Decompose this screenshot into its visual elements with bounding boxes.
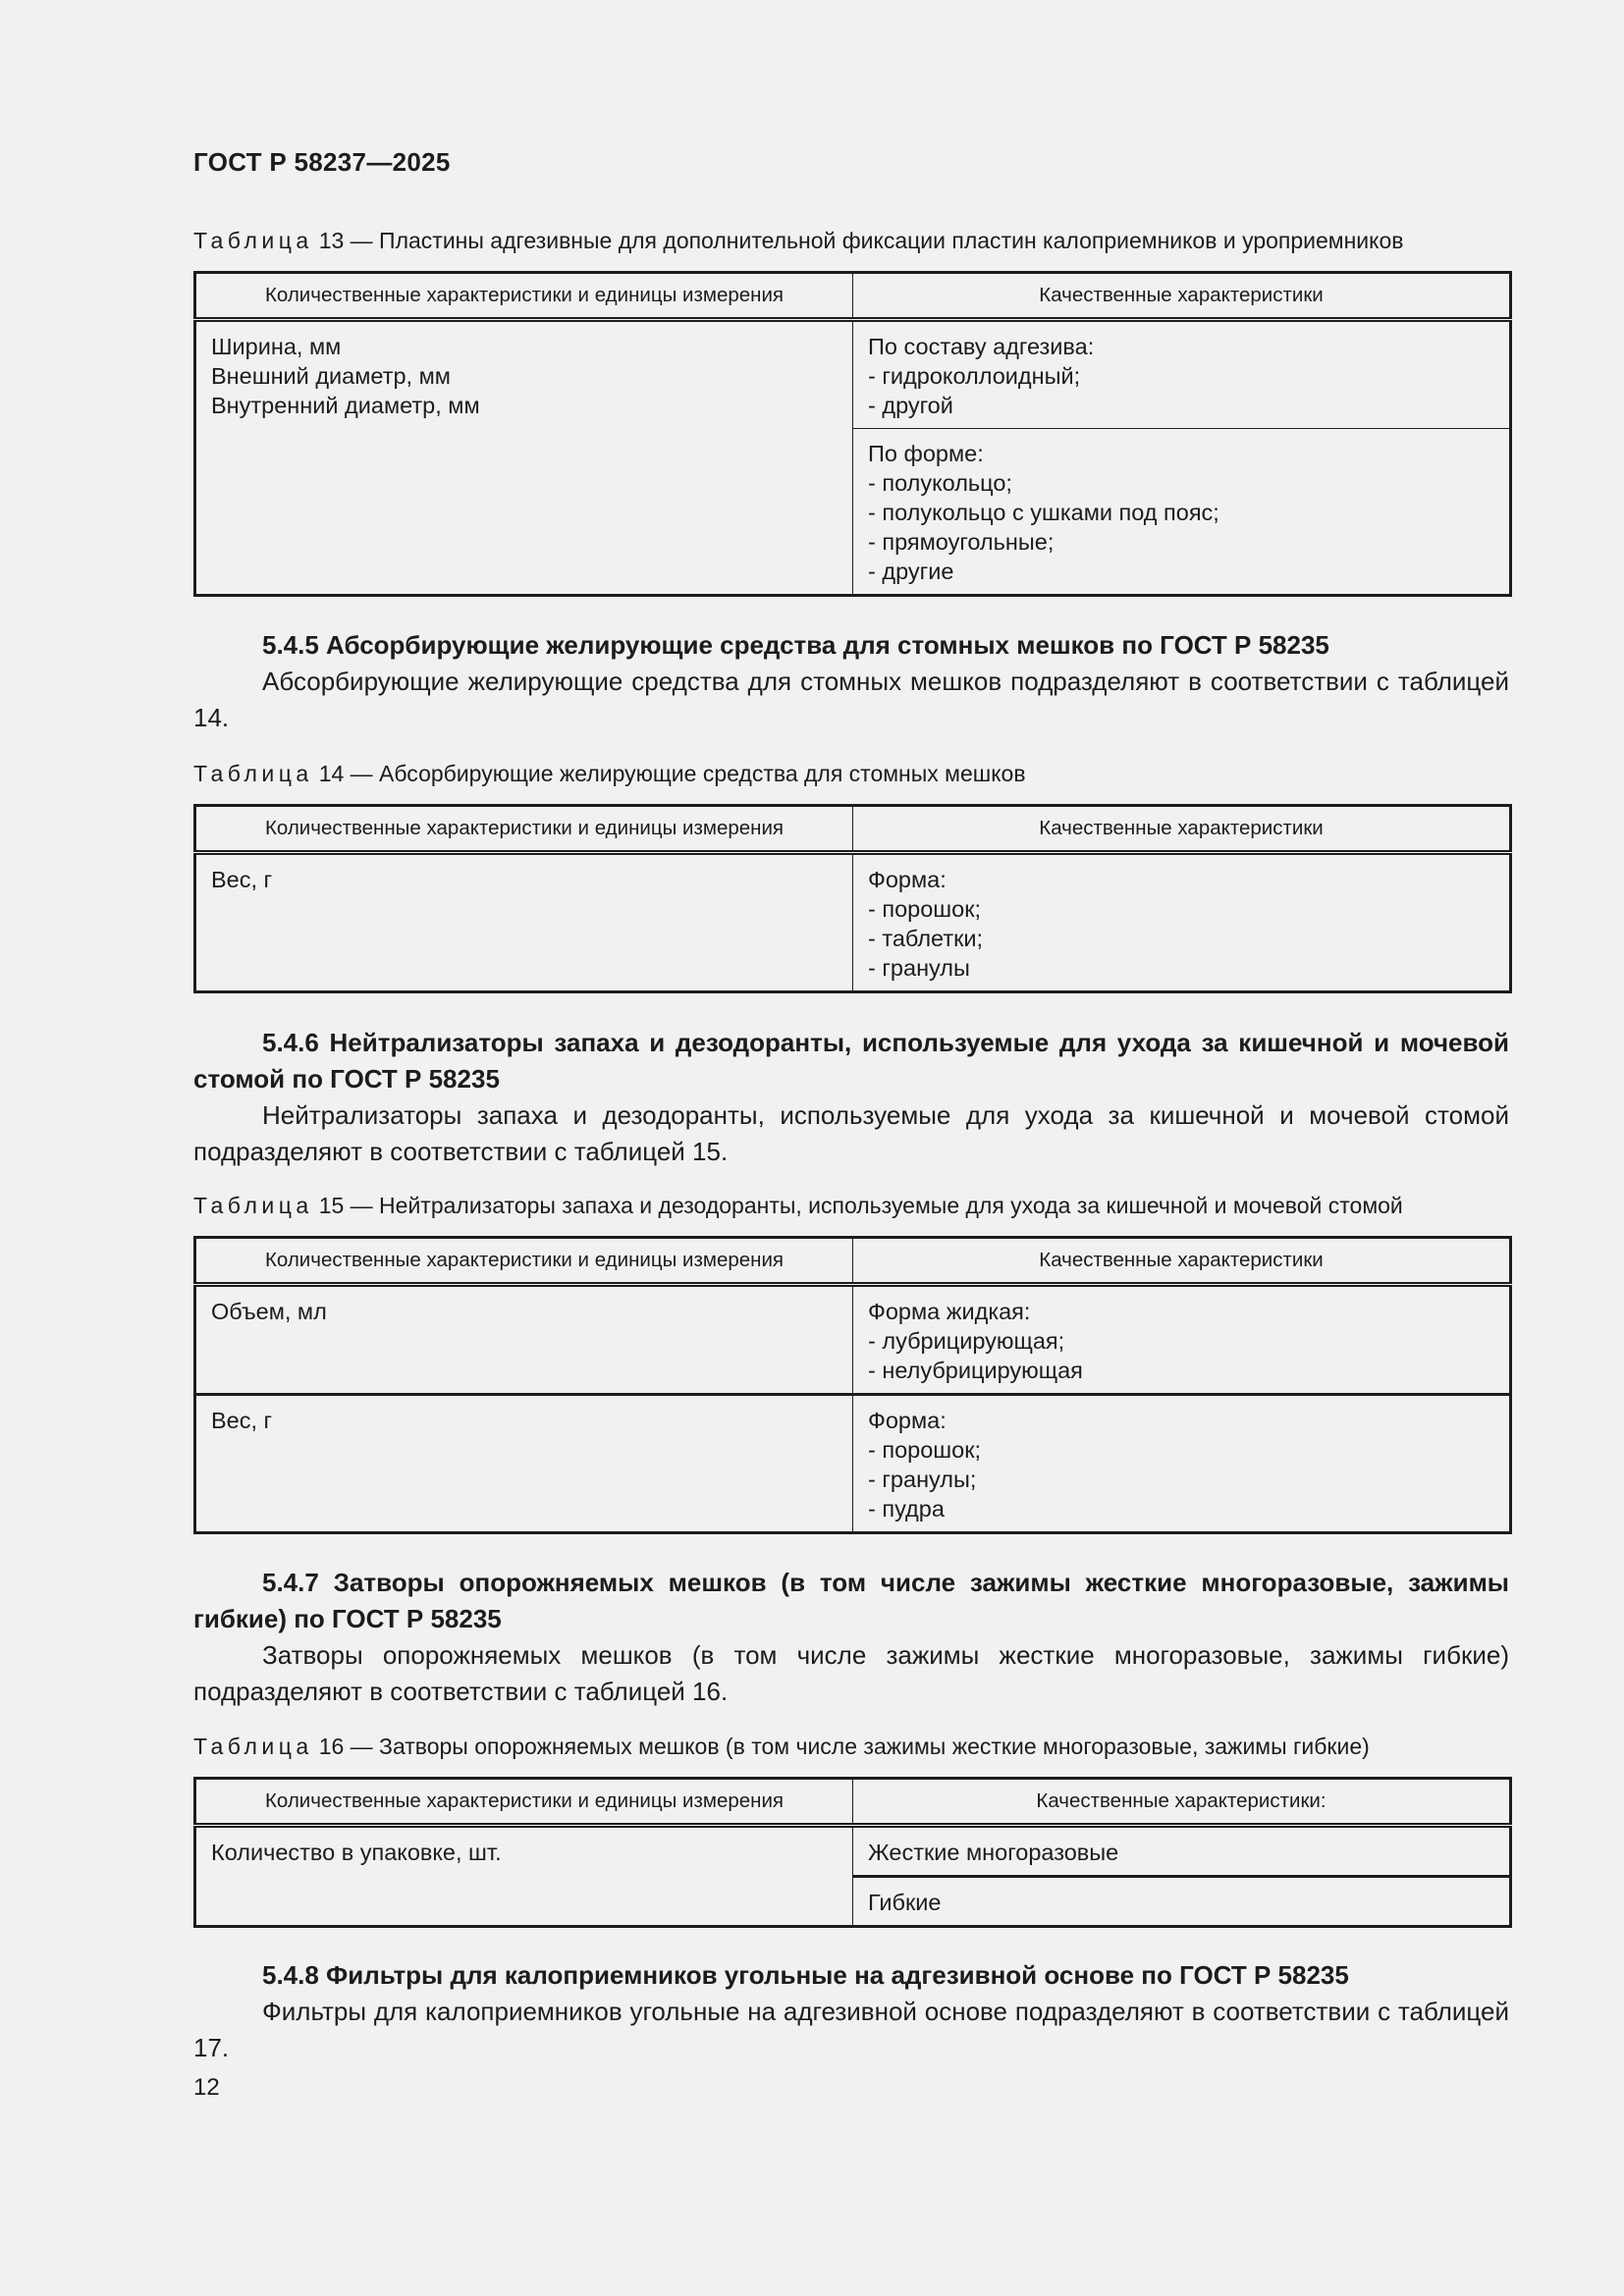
caption-text: 15 — Нейтрализаторы запаха и дезодоранты, используемые для ухода за кишечной и мочевой стомой bbox=[318, 1193, 1403, 1218]
table15-row2-left bbox=[195, 1395, 853, 1533]
table15-row1-left bbox=[195, 1285, 853, 1395]
cell-line: - гидроколлоидный; bbox=[868, 363, 1081, 389]
table16-header-qual: Качественные характеристики: bbox=[853, 1779, 1511, 1826]
cell-line: Внешний диаметр, мм bbox=[211, 363, 451, 389]
caption-text: 14 — Абсорбирующие желирующие средства для стомных мешков bbox=[318, 761, 1026, 786]
page-number: 12 bbox=[193, 2074, 220, 2101]
section-5-4-8-title: 5.4.8 Фильтры для калоприемников угольные на адгезивной основе по ГОСТ Р 58235 bbox=[262, 1960, 1349, 1990]
table13-header-qual: Качественные характеристики bbox=[853, 273, 1511, 320]
cell-line: - нелубрицирующая bbox=[868, 1358, 1083, 1383]
table-14 bbox=[193, 804, 1512, 993]
section-5-4-8-text: Фильтры для калоприемников угольные на адгезивной основе подразделяют в соответствии с таблицей 17. bbox=[193, 1997, 1509, 2062]
table15-header-qual: Качественные характеристики bbox=[853, 1238, 1511, 1285]
table14-header-quant: Количественные характеристики и единицы измерения bbox=[195, 806, 853, 853]
section-5-4-6-title: 5.4.6 Нейтрализаторы запаха и дезодоранты, используемые для ухода за кишечной и мочевой стомой по ГОСТ Р 58235 bbox=[193, 1028, 1509, 1094]
section-5-4-7-title: 5.4.7 Затворы опорожняемых мешков (в том числе зажимы жесткие многоразовые, зажимы гибкие) по ГОСТ Р 58235 bbox=[193, 1568, 1509, 1633]
cell-line: - другие bbox=[868, 559, 954, 584]
caption-text: 13 — Пластины адгезивные для дополнительной фиксации пластин калоприемников и уроприемников bbox=[318, 228, 1404, 253]
table-16 bbox=[193, 1777, 1512, 1928]
cell-line: - таблетки; bbox=[868, 926, 984, 951]
caption-word: Таблица bbox=[193, 761, 313, 786]
caption-text: 16 — Затворы опорожняемых мешков (в том числе зажимы жесткие многоразовые, зажимы гибкие) bbox=[318, 1734, 1370, 1759]
table15-caption bbox=[193, 1193, 1509, 1219]
cell-line: - прямоугольные; bbox=[868, 529, 1055, 555]
cell-line: - полукольцо с ушками под пояс; bbox=[868, 500, 1219, 525]
section-5-4-5-text: Абсорбирующие желирующие средства для стомных мешков подразделяют в соответствии с таблицей 14. bbox=[193, 667, 1509, 732]
table15-header-quant: Количественные характеристики и единицы измерения bbox=[195, 1238, 853, 1285]
table13-header-quant: Количественные характеристики и единицы измерения bbox=[195, 273, 853, 320]
cell-line: Вес, г bbox=[211, 867, 273, 892]
table16-right-cell-2 bbox=[853, 1877, 1511, 1927]
cell-line: Объем, мл bbox=[211, 1299, 327, 1324]
cell-line: По форме: bbox=[868, 441, 984, 466]
cell-line: Жесткие многоразовые bbox=[868, 1840, 1119, 1865]
cell-line: - порошок; bbox=[868, 1437, 982, 1463]
table16-header-quant: Количественные характеристики и единицы измерения bbox=[195, 1779, 853, 1826]
table13-right-cell-1 bbox=[853, 320, 1511, 429]
caption-word: Таблица bbox=[193, 228, 313, 253]
table16-left-cell bbox=[195, 1826, 853, 1927]
table14-header-qual: Качественные характеристики bbox=[853, 806, 1511, 853]
table13-left-cell bbox=[195, 320, 853, 596]
table16-right-cell-1 bbox=[853, 1826, 1511, 1877]
section-5-4-5-title: 5.4.5 Абсорбирующие желирующие средства для стомных мешков по ГОСТ Р 58235 bbox=[262, 630, 1329, 660]
cell-line: - полукольцо; bbox=[868, 470, 1012, 496]
section-5-4-7-text: Затворы опорожняемых мешков (в том числе зажимы жесткие многоразовые, зажимы гибкие) подразделяют в соответствии с таблицей 16. bbox=[193, 1640, 1509, 1706]
table16-caption bbox=[193, 1734, 1509, 1760]
table-15 bbox=[193, 1236, 1512, 1534]
table13-caption bbox=[193, 228, 1509, 254]
section-5-4-6-text: Нейтрализаторы запаха и дезодоранты, используемые для ухода за кишечной и мочевой стомой подразделяют в соответствии с таблицей 15. bbox=[193, 1100, 1509, 1166]
cell-line: Гибкие bbox=[868, 1890, 942, 1915]
cell-line: Форма: bbox=[868, 1408, 947, 1433]
cell-line: Количество в упаковке, шт. bbox=[211, 1840, 502, 1865]
cell-line: - лубрицирующая; bbox=[868, 1328, 1065, 1354]
table14-right-cell bbox=[853, 853, 1511, 992]
cell-line: Ширина, мм bbox=[211, 334, 342, 359]
table14-caption bbox=[193, 761, 1509, 787]
table15-row2-right bbox=[853, 1395, 1511, 1533]
cell-line: - гранулы bbox=[868, 955, 970, 981]
table15-row1-right bbox=[853, 1285, 1511, 1395]
table14-left-cell bbox=[195, 853, 853, 992]
cell-line: - пудра bbox=[868, 1496, 945, 1522]
cell-line: Форма жидкая: bbox=[868, 1299, 1031, 1324]
caption-word: Таблица bbox=[193, 1734, 313, 1759]
cell-line: По составу адгезива: bbox=[868, 334, 1095, 359]
cell-line: - порошок; bbox=[868, 896, 982, 922]
caption-word: Таблица bbox=[193, 1193, 313, 1218]
table-13 bbox=[193, 271, 1512, 597]
cell-line: - гранулы; bbox=[868, 1467, 977, 1492]
cell-line: Вес, г bbox=[211, 1408, 273, 1433]
cell-line: Внутренний диаметр, мм bbox=[211, 393, 480, 418]
cell-line: - другой bbox=[868, 393, 953, 418]
document-header: ГОСТ Р 58237—2025 bbox=[193, 147, 451, 177]
table13-right-cell-2 bbox=[853, 429, 1511, 596]
cell-line: Форма: bbox=[868, 867, 947, 892]
